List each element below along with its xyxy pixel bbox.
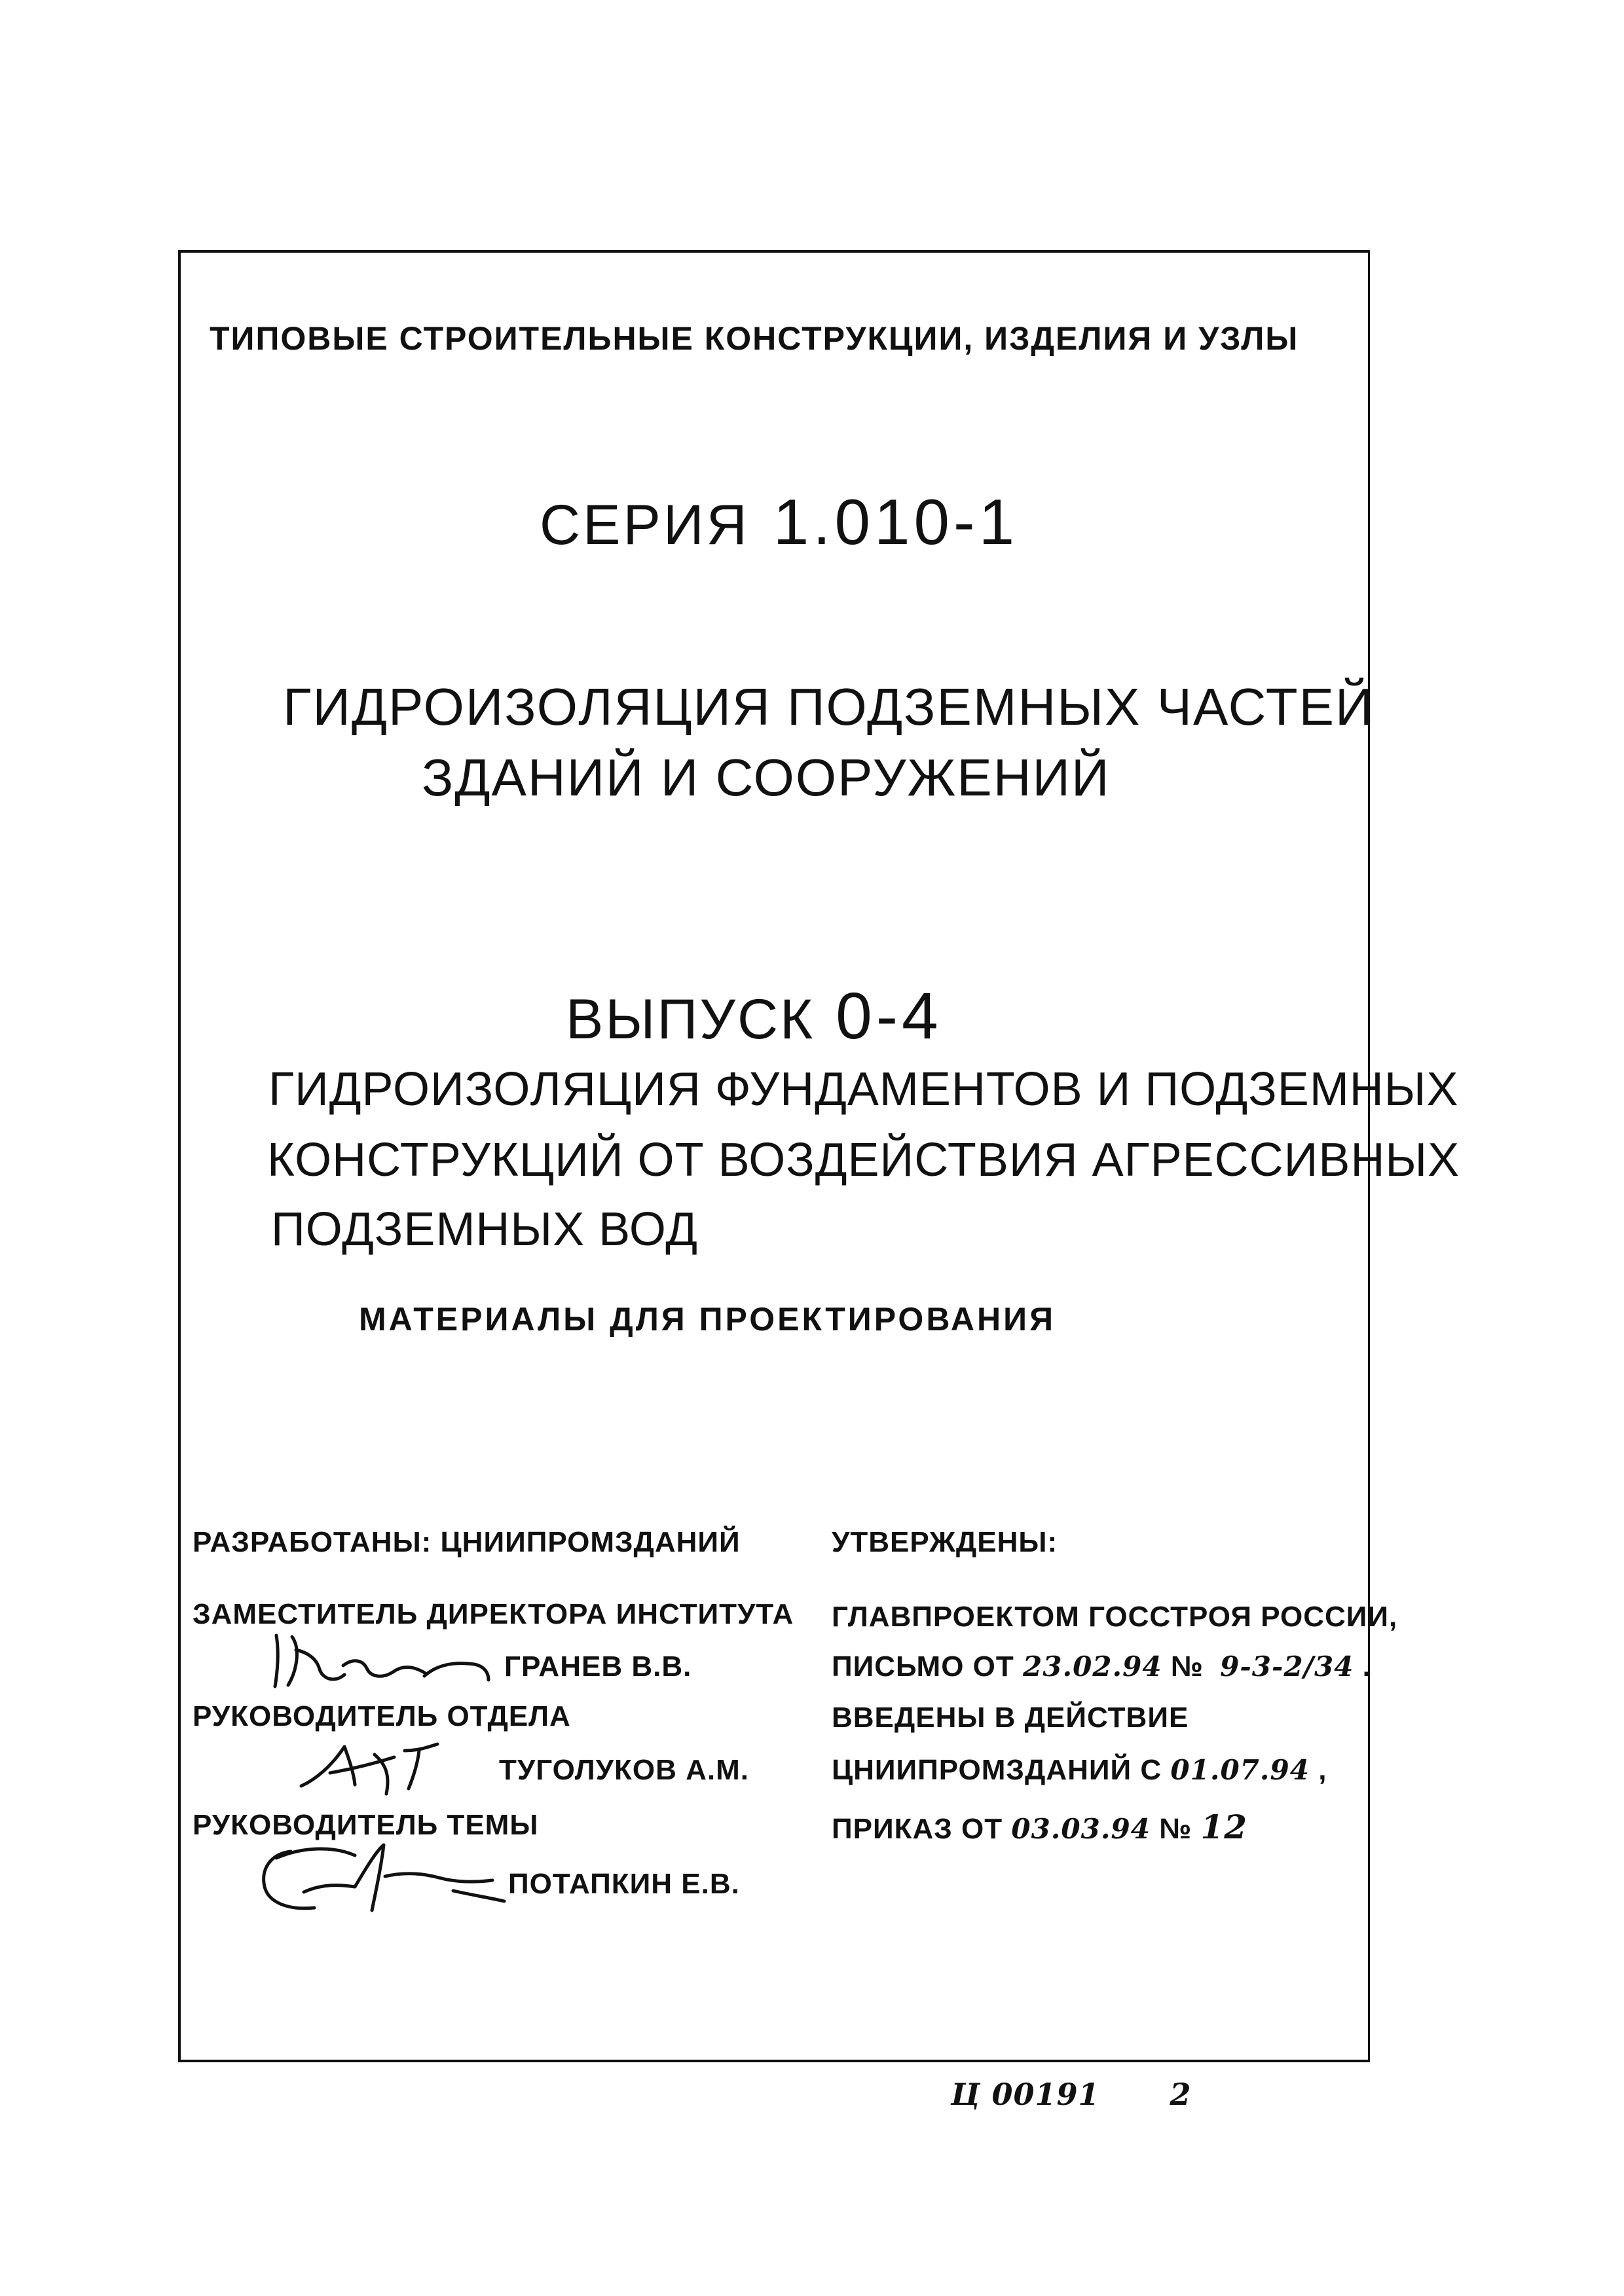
approved-effective: ЦНИИПРОМЗДАНИЙ С 01.07.94 ,: [832, 1754, 1327, 1786]
main-title-line-1: ГИДРОИЗОЛЯЦИЯ ПОДЗЕМНЫХ ЧАСТЕЙ: [283, 678, 1375, 736]
series-label: СЕРИЯ: [540, 494, 750, 556]
developed-name-1: ГРАНЕВ В.В.: [504, 1650, 692, 1683]
document-header: ТИПОВЫЕ СТРОИТЕЛЬНЫЕ КОНСТРУКЦИИ, ИЗДЕЛИЯ И УЗЛЫ: [210, 320, 1299, 357]
developed-role-2: РУКОВОДИТЕЛЬ ОТДЕЛА: [193, 1700, 571, 1732]
approved-order-prefix: ПРИКАЗ ОТ: [832, 1813, 1003, 1845]
signature-2: [296, 1728, 453, 1800]
issue-number: 0-4: [836, 979, 942, 1053]
approved-line-3: ВВЕДЕНЫ В ДЕЙСТВИЕ: [832, 1702, 1189, 1734]
approved-order-no-label: №: [1159, 1813, 1192, 1845]
issue-label: ВЫПУСК: [566, 988, 815, 1051]
issue-subtitle-line-1: ГИДРОИЗОЛЯЦИЯ ФУНДАМЕНТОВ И ПОДЗЕМНЫХ: [268, 1063, 1459, 1116]
issue-title: [566, 979, 942, 1053]
issue-subtitle-line-3: ПОДЗЕМНЫХ ВОД: [271, 1203, 698, 1256]
series-number: 1.010-1: [773, 486, 1019, 558]
approved-letter: ПИСЬМО ОТ 23.02.94 № 9-3-2/34 .: [832, 1650, 1371, 1683]
approved-letter-no: 9-3-2/34: [1220, 1650, 1354, 1683]
developed-heading: РАЗРАБОТАНЫ: ЦНИИПРОМЗДАНИЙ: [193, 1526, 741, 1558]
approved-order-date: 03.03.94: [1011, 1813, 1151, 1845]
approved-letter-no-label: №: [1170, 1650, 1204, 1683]
signature-3: [257, 1838, 519, 1923]
materials-caption: МАТЕРИАЛЫ ДЛЯ ПРОЕКТИРОВАНИЯ: [359, 1301, 1056, 1338]
issue-subtitle-line-2: КОНСТРУКЦИЙ ОТ ВОЗДЕЙСТВИЯ АГРЕССИВНЫХ: [267, 1134, 1460, 1186]
developed-role-3: РУКОВОДИТЕЛЬ ТЕМЫ: [193, 1809, 539, 1841]
handwritten-code: Ц 00191: [951, 2077, 1100, 2112]
approved-letter-prefix: ПИСЬМО ОТ: [832, 1650, 1014, 1683]
approved-effective-date: 01.07.94: [1170, 1754, 1310, 1786]
approved-line-1: ГЛАВПРОЕКТОМ ГОССТРОЯ РОССИИ,: [832, 1601, 1398, 1633]
main-title-line-2: ЗДАНИЙ И СООРУЖЕНИЙ: [422, 748, 1111, 807]
approved-letter-date: 23.02.94: [1023, 1650, 1162, 1683]
developed-role-1: ЗАМЕСТИТЕЛЬ ДИРЕКТОРА ИНСТИТУТА: [193, 1598, 794, 1630]
developed-name-3: ПОТАПКИН Е.В.: [508, 1868, 740, 1900]
signature-1: [263, 1624, 512, 1696]
approved-order-no: 12: [1200, 1808, 1248, 1846]
footer-handwritten-mark: [951, 2077, 1192, 2112]
page-number: 2: [1170, 2077, 1192, 2112]
approved-heading: УТВЕРЖДЕНЫ:: [832, 1526, 1058, 1558]
approved-order: [832, 1808, 1248, 1846]
approved-effective-prefix: ЦНИИПРОМЗДАНИЙ С: [832, 1754, 1162, 1786]
developed-name-2: ТУГОЛУКОВ А.М.: [499, 1754, 749, 1786]
series-title: [540, 486, 1019, 558]
